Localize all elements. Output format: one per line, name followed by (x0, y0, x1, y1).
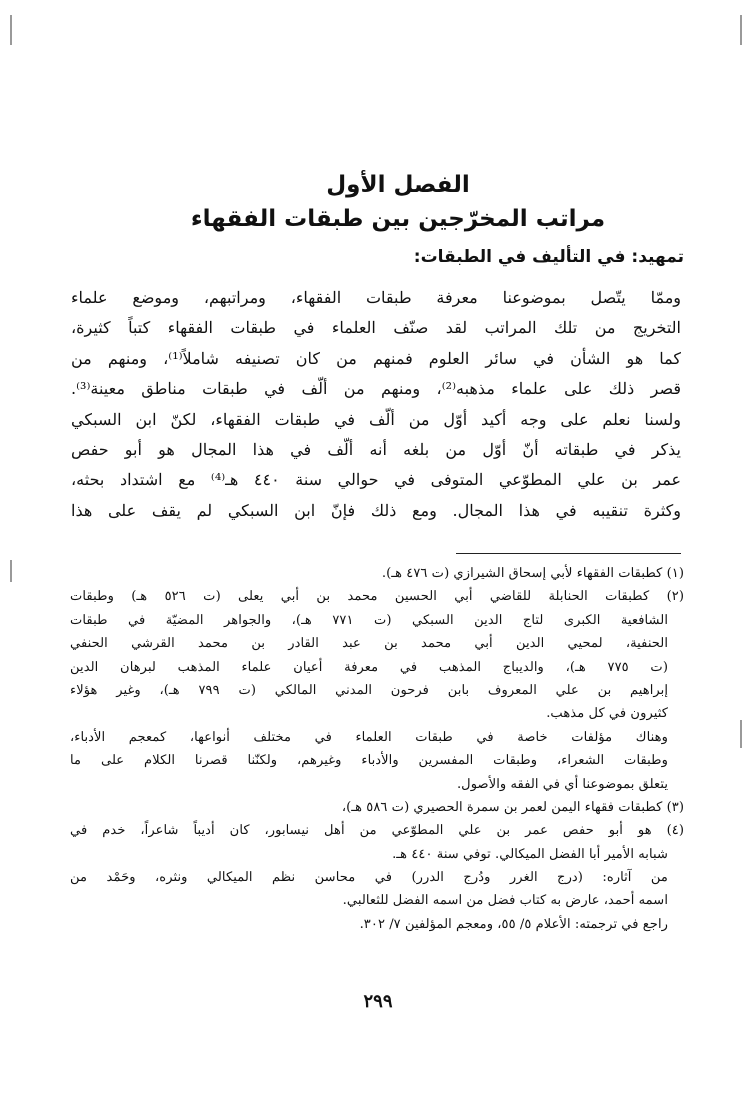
body-line: وكثرة تنقيبه في هذا المجال. ومع ذلك فإنّ ابن السبكي لم يقف على هذا (71, 500, 681, 520)
footnote-line: وهناك مؤلفات خاصة في طبقات العلماء في مختلف أنواعها، كمعجم الأدباء، (70, 729, 668, 745)
footnote-line: اسمه أحمد، عارض به كتاب فضل من اسمه الفضل للثعالبي. (342, 893, 668, 909)
body-line: عمر بن علي المطوّعي المتوفى في حوالي سنة ٤٤٠ هـ⁽⁴⁾ مع اشتداد بحثه، (71, 470, 681, 490)
footnote-line: الحنفية، لمحيي الدين أبي محمد بن عبد القادر بن محمد القرشي الحنفي (70, 636, 668, 652)
footnote-separator (456, 553, 681, 554)
body-paragraph (71, 283, 681, 526)
footnote-3: (٣) كطبقات فقهاء اليمن لعمر بن سمرة الحصيري (ت ٥٨٦ هـ)، (341, 799, 684, 815)
left-margin-mark-mid (10, 560, 12, 582)
footnote-line: الشافعية الكبرى لتاج الدين السبكي (ت ٧٧١ هـ)، والجواهر المضيّة في طبقات (70, 612, 668, 628)
footnote-line: راجع في ترجمته: الأعلام ٥/ ٥٥، ومعجم المؤلفين ٧/ ٣٠٢. (359, 916, 668, 932)
body-line: كما هو الشأن في سائر العلوم فمنهم من كان تصنيفه شاملاً⁽¹⁾، ومنهم من (71, 348, 681, 368)
footnotes (70, 562, 684, 936)
right-margin-mark-mid (740, 720, 742, 748)
left-margin-mark-top (10, 15, 12, 45)
footnote-line: وطبقات الشعراء، وطبقات المفسرين والأدباء وغيرهم، ولكنّنا قصرنا الكلام على ما (70, 753, 668, 769)
chapter-subtitle: مراتب المخرّجين بين طبقات الفقهاء (190, 206, 606, 232)
footnote-line: يتعلق بموضوعنا أي في الفقه والأصول. (456, 776, 668, 792)
footnote-2: (٢) كطبقات الحنابلة للقاضي أبي الحسين محمد بن أبي يعلى (ت ٥٢٦ هـ) وطبقات (70, 589, 684, 605)
intro-heading: تمهيد: في التأليف في الطبقات: (413, 247, 684, 267)
right-margin-mark-top (740, 15, 742, 45)
chapter-title: الفصل الأول (326, 172, 470, 198)
page-number: ٢٩٩ (363, 991, 393, 1012)
body-line: التخريج من تلك المراتب لقد صنّف العلماء في طبقات الفقهاء كتباً كثيرة، (71, 318, 681, 338)
footnote-line: شبابه الأمير أبا الفضل الميكالي. توفي سنة ٤٤٠ هـ. (392, 846, 668, 862)
footnote-1: (١) كطبقات الفقهاء لأبي إسحاق الشيرازي (ت ٤٧٦ هـ). (381, 566, 684, 581)
footnote-line: كثيرون في كل مذهب. (546, 706, 668, 722)
body-line: وممّا يتّصل بموضوعنا معرفة طبقات الفقهاء، ومراتبهم، وموضع علماء (71, 288, 681, 307)
footnote-line: (ت ٧٧٥ هـ)، والديباج المذهب في معرفة أعيان علماء المذهب لبرهان الدين (70, 659, 668, 675)
footnote-line: من آثاره: (درج الغرر ودُرج الدرر) في محاسن نظم الميكالي ونثره، وحَمْد من (70, 870, 668, 886)
footnote-line: إبراهيم بن علي المعروف بابن فرحون المدني المالكي (ت ٧٩٩ هـ)، وغير هؤلاء (70, 682, 668, 698)
footnote-4: (٤) هو أبو حفص عمر بن علي المطوّعي من أهل نيسابور، كان أديباً شاعراً، خدم في (70, 823, 684, 839)
body-line: يذكر في طبقاته أنّ أوّل من بلغه أنه ألّف في هذا المجال هو أبو حفص (71, 439, 681, 459)
body-line: قصر ذلك على علماء مذهبه⁽²⁾، ومنهم من ألّف في طبقات مناطق معينة⁽³⁾. (71, 379, 681, 399)
body-line: ولسنا نعلم على وجه أكيد أوّل من ألّف في طبقات الفقهاء، لكنّ ابن السبكي (71, 409, 681, 429)
